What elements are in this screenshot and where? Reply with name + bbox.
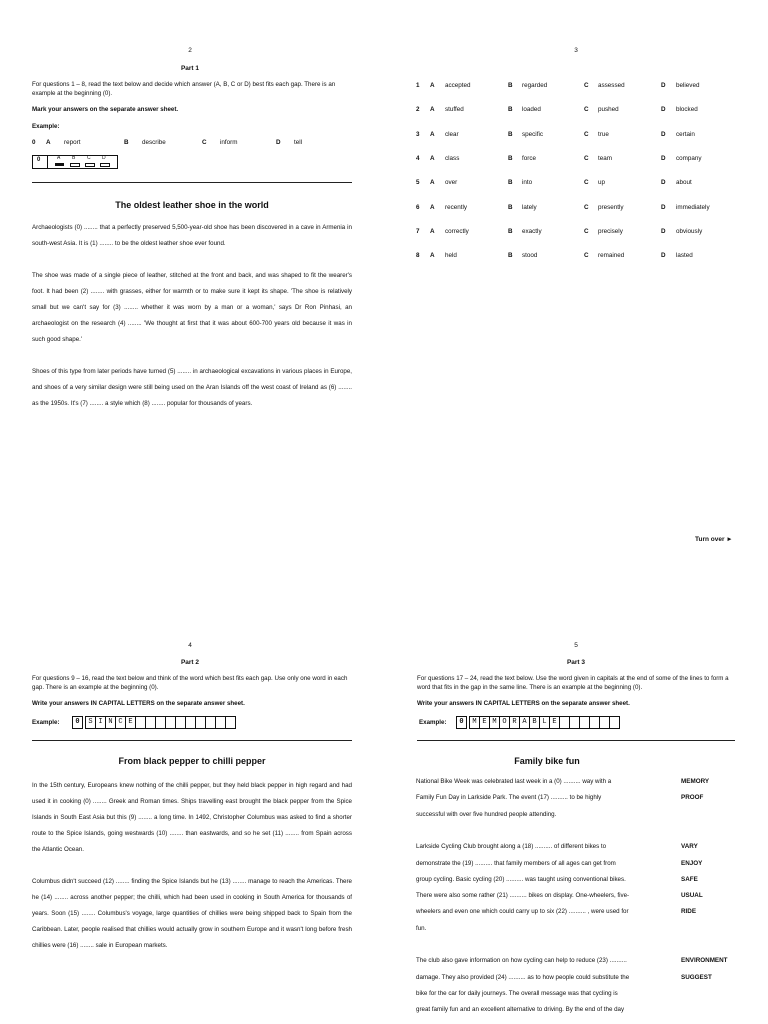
- option-letter: D: [661, 154, 666, 162]
- option-letter: C: [584, 106, 589, 114]
- question-row: [416, 131, 746, 141]
- letter-box: N: [105, 716, 116, 729]
- option-letter: A: [430, 252, 435, 260]
- letter-box: I: [95, 716, 106, 729]
- option-d: immediately: [676, 203, 710, 211]
- option-b: stood: [522, 252, 538, 260]
- option-b: lately: [522, 203, 537, 211]
- example-letter-boxes: [72, 716, 235, 729]
- text-line: great family fun and an excellent alternative to driving. By the end of the day: [416, 1006, 625, 1014]
- question-number: 7: [416, 227, 420, 235]
- letter-box: O: [499, 716, 510, 729]
- page-number: 3: [574, 47, 578, 54]
- stem-word: USUAL: [681, 892, 703, 900]
- option-d: blocked: [676, 106, 698, 114]
- text-line: demonstrate the (19) .......... that family members of all ages can get from: [416, 859, 616, 867]
- option-b: regarded: [522, 82, 548, 89]
- letter-box: E: [125, 716, 136, 729]
- letter-box: R: [509, 716, 520, 729]
- part-heading: Part 3: [566, 659, 586, 666]
- letter-box: M: [489, 716, 500, 729]
- part-heading: Part 2: [180, 659, 200, 666]
- option-letter: D: [661, 227, 666, 235]
- letter-box: 0: [72, 716, 83, 729]
- question-row: [416, 179, 746, 189]
- text-line: [416, 941, 674, 951]
- option-letter: B: [508, 154, 513, 162]
- stem-word: SAFE: [681, 875, 698, 883]
- letter-box: E: [479, 716, 490, 729]
- option-letter: D: [661, 203, 666, 211]
- question-number: 6: [416, 203, 420, 211]
- option-letter: D: [661, 179, 666, 187]
- instructions-mark: Mark your answers on the separate answer sheet.: [32, 106, 179, 113]
- stem-word: RIDE: [681, 908, 697, 916]
- divider: [32, 182, 352, 183]
- text-line: bike for the car for daily journeys. The overall message was that cycling is: [416, 989, 618, 997]
- option-letter: D: [661, 252, 666, 260]
- question-row: [416, 228, 746, 238]
- option-d: lasted: [676, 252, 693, 260]
- stem-word: SUGGEST: [681, 973, 712, 981]
- text-line: damage. They also provided (24) .......... as to how people could substitute the: [416, 973, 630, 981]
- option-d: company: [676, 154, 702, 162]
- question-row: [416, 204, 746, 214]
- option-a: accepted: [445, 82, 471, 89]
- option-c: precisely: [598, 227, 623, 235]
- paragraph-2: Columbus didn't succeed (12) ........ finding the Spice Islands but he (13) ........ manage to reach the Americas. There he (14) ........ across another pepper; the chilli, which had been used in cooking in South America for thousands of years. Soon (15) ........ Columbus's voyage, large quantities of chillies were being shipped back to Spain from the Caribbean. Later, people realised that chillies would actually grow in southern Europe and it wasn't long before fresh chillies were (16) ........ sale in European markets.: [32, 878, 352, 949]
- option-letter: A: [430, 203, 435, 211]
- option-c: up: [598, 179, 606, 187]
- question-row: [416, 252, 746, 262]
- example-row: 0 A report B describe C inform D tell: [32, 139, 303, 146]
- paragraph-1: In the 15th century, Europeans knew nothing of the chilli pepper, but they held black pepper in high regard and had used it in cooking (0) ........ Greek and Roman times. Ships travelling east brought the black pepper from the Spice Islands in South East Asia but this (9) ........ a long time. In 1492, Christopher Columbus was asked to find a shorter route to the Spice Islands, going westwards (10) ........ than eastwards, and so he set (11) ........ from Spain across the Atlantic Ocean.: [32, 782, 352, 853]
- page-number: 4: [188, 642, 192, 649]
- divider: [417, 740, 735, 741]
- option-letter: C: [584, 82, 589, 89]
- stem-word: VARY: [681, 843, 698, 851]
- option-letter: D: [661, 130, 666, 138]
- option-b: force: [522, 154, 536, 162]
- instructions-capitals: Write your answers IN CAPITAL LETTERS on the separate answer sheet.: [417, 700, 630, 707]
- option-letter: A: [430, 130, 435, 138]
- option-b: specific: [522, 130, 543, 138]
- question-row: [416, 155, 746, 165]
- text-title: The oldest leather shoe in the world: [115, 200, 269, 210]
- option-c: assessed: [598, 82, 625, 89]
- example-label: Example:: [32, 123, 60, 130]
- option-d: believed: [676, 82, 700, 89]
- text-line: National Bike Week was celebrated last week in a (0) .......... way with a: [416, 778, 612, 785]
- paragraph-1: Archaeologists (0) ........ that a perfectly preserved 5,500-year-old shoe has been discovered in a cave in Armenia in south-west Asia. It is (1) ........ to be the oldest leather shoe ever found.: [32, 224, 352, 247]
- text-title: From black pepper to chilli pepper: [118, 756, 266, 766]
- text-line: fun.: [416, 924, 427, 932]
- option-c: pushed: [598, 106, 619, 114]
- option-a: class: [445, 154, 460, 162]
- option-letter: C: [584, 179, 589, 187]
- letter-box: S: [85, 716, 96, 729]
- part-heading: Part 1: [180, 65, 200, 72]
- text-line: There were also some rather (21) .......... bikes on display. One-wheelers, five-: [416, 892, 630, 900]
- option-letter: C: [584, 130, 589, 138]
- option-letter: A: [430, 227, 435, 235]
- letter-box: C: [115, 716, 126, 729]
- page-number: 2: [188, 47, 192, 54]
- text-line: The club also gave information on how cycling can help to reduce (23) ..........: [416, 957, 627, 965]
- option-a: held: [445, 252, 457, 260]
- stem-word: ENVIRONMENT: [681, 957, 728, 965]
- example-label: Example:: [419, 719, 447, 726]
- option-a: recently: [445, 203, 468, 211]
- option-a: stuffed: [445, 106, 464, 114]
- option-c: remained: [598, 252, 625, 260]
- option-letter: B: [508, 106, 513, 114]
- option-d: about: [676, 179, 692, 187]
- option-letter: B: [508, 179, 513, 187]
- question-number: 1: [416, 82, 420, 89]
- instructions: For questions 17 – 24, read the text below. Use the word given in capitals at the end of some of the lines to form a word that fits in the gap in the same line. There is an example at the beginning (0).: [417, 675, 729, 691]
- option-letter: B: [508, 82, 513, 89]
- option-d: obviously: [676, 227, 703, 235]
- text-line: [416, 827, 674, 837]
- option-letter: B: [508, 227, 513, 235]
- option-letter: C: [584, 252, 589, 260]
- option-letter: C: [584, 227, 589, 235]
- option-letter: A: [430, 82, 435, 89]
- letter-box: 0: [456, 716, 467, 729]
- option-letter: C: [584, 203, 589, 211]
- text-line: Larkside Cycling Club brought along a (18) .......... of different bikes to: [416, 843, 607, 851]
- text-title: Family bike fun: [514, 756, 580, 766]
- example-answer-box: 0 A B C D: [32, 155, 118, 169]
- option-letter: D: [661, 82, 666, 89]
- letter-box: M: [469, 716, 480, 729]
- option-letter: B: [508, 203, 513, 211]
- text-line: group cycling. Basic cycling (20) .......... was taught using conventional bikes.: [416, 875, 626, 883]
- letter-box: B: [529, 716, 540, 729]
- question-number: 2: [416, 106, 420, 114]
- question-number: 8: [416, 252, 420, 260]
- option-a: correctly: [445, 227, 469, 235]
- question-number: 5: [416, 179, 420, 187]
- letter-box: A: [519, 716, 530, 729]
- option-d: certain: [676, 130, 695, 138]
- stem-word: MEMORY: [681, 778, 710, 785]
- turn-over-label: Turn over ►: [695, 536, 733, 543]
- letter-box: E: [549, 716, 560, 729]
- option-b: into: [522, 179, 533, 187]
- option-letter: B: [508, 130, 513, 138]
- divider: [32, 740, 352, 741]
- text-line: successful with over five hundred people attending.: [416, 810, 557, 818]
- example-letter-boxes: [456, 716, 619, 729]
- option-letter: A: [430, 154, 435, 162]
- text-line: Family Fun Day in Larkside Park. The event (17) .......... to be highly: [416, 794, 602, 802]
- example-label: Example:: [32, 719, 60, 726]
- letter-box: [609, 716, 620, 729]
- question-row: [416, 106, 746, 116]
- question-row: [416, 82, 746, 92]
- paragraph-2: The shoe was made of a single piece of leather, stitched at the front and back, and was shaped to fit the wearer's foot. It had been (2) ........ with grasses, either for warmth or to make sure it kept its shape. 'The shoe is relatively small but we can't say for (3) ........ whether it was worn by a man or a woman,' says Dr Ron Pinhasi, an archaeologist on the research (4) ........ 'We thought at first that it was about 600-700 years old because it was in such good shape.': [32, 272, 352, 343]
- option-letter: D: [661, 106, 666, 114]
- instructions: For questions 9 – 16, read the text below and think of the word which best fits each gap. Use only one word in each gap. There is an example at the beginning (0).: [32, 675, 348, 691]
- stem-word: PROOF: [681, 794, 704, 802]
- option-letter: C: [584, 154, 589, 162]
- stem-word: ENJOY: [681, 859, 703, 867]
- option-letter: A: [430, 179, 435, 187]
- instructions: For questions 1 – 8, read the text below and decide which answer (A, B, C or D) best fits each gap. There is an example at the beginning (0).: [32, 81, 336, 97]
- option-a: over: [445, 179, 458, 187]
- question-number: 4: [416, 154, 420, 162]
- option-letter: B: [508, 252, 513, 260]
- option-c: presently: [598, 203, 624, 211]
- paragraph-3: Shoes of this type from later periods have turned (5) ........ in archaeological excavations in various places in Europe, and shoes of a very similar design were still being used on the Aran Islands off the west coast of Ireland as (6) ........ as the 1950s. It's (7) ........ a style which (8) ........ popular for thousands of years.: [32, 368, 352, 407]
- instructions-capitals: Write your answers IN CAPITAL LETTERS on the separate answer sheet.: [32, 700, 245, 707]
- page-number: 5: [574, 642, 578, 649]
- option-a: clear: [445, 130, 459, 138]
- letter-box: [225, 716, 236, 729]
- option-b: loaded: [522, 106, 541, 114]
- option-letter: A: [430, 106, 435, 114]
- question-number: 3: [416, 130, 420, 138]
- text-line: wheelers and even one which could carry up to six (22) .......... , were used for: [416, 908, 629, 916]
- option-c: team: [598, 154, 612, 162]
- letter-box: L: [539, 716, 550, 729]
- option-b: exactly: [522, 227, 542, 235]
- option-c: true: [598, 130, 609, 138]
